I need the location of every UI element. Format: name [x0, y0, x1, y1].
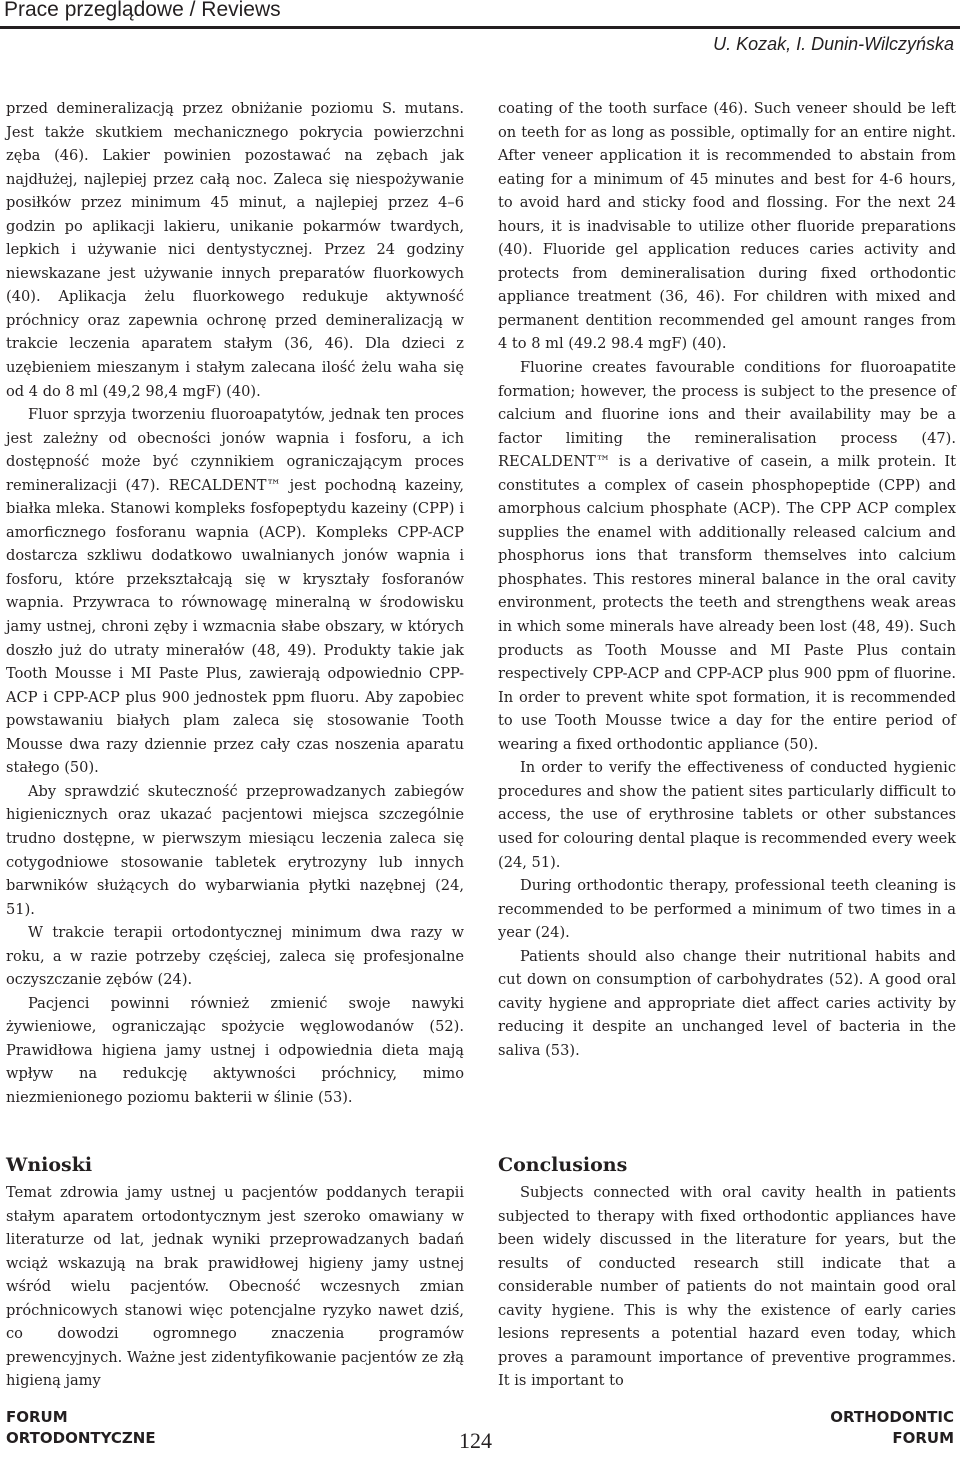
- wnioski-text: Temat zdrowia jamy ustnej u pacjentów poddanych terapii stałym aparatem ortodontycznym jest szeroko omawiany w literaturze od lat, jednak wyniki przeprowadzanych badań wciąż wskazują na brak prawidłowej higieny jamy ustnej wśród wielu pacjentów. Obecność wczesnych zmian próchnicowych stanowi więc potencjalne ryzyko nawet dziś, co dowodzi ogromnego znaczenia programów prewencyjnych. Ważne jest zidentyfikowanie pacjentów ze złą higieną jamy: [6, 1184, 464, 1390]
- right-paragraph-3: In order to verify the effectiveness of conducted hygienic procedures and show the patient sites particularly difficult to access, the use of erythrosine tablets or other substances used for colouring dental plaque is recommended every week (24, 51).: [498, 759, 956, 871]
- conclusions-text: Subjects connected with oral cavity health in patients subjected to therapy with fixed orthodontic appliances have been widely discussed in the literature for years, but the results of conducted research still indicate that a considerable number of patients do not maintain good oral cavity hygiene. This is why the existence of early caries lesions represents a potential hazard even today, which proves a paramount importance of preventive programmes. It is important to: [498, 1184, 956, 1390]
- header-rule: [0, 26, 960, 29]
- wnioski-heading: Wnioski: [6, 1154, 93, 1176]
- left-paragraph-4: W trakcie terapii ortodontycznej minimum dwa razy w roku, a w razie potrzeby częściej, zaleca się profesjonalne oczyszczanie zębów (24).: [6, 924, 464, 989]
- footer-left-line-1: FORUM: [6, 1408, 68, 1426]
- right-paragraph-2: Fluorine creates favourable conditions for fluoroapatite formation; however, the process is subject to the presence of calcium and fluorine ions and their availability may be a factor limiting the remineralisation process (47). RECALDENT™ is a derivative of casein, a milk protein. It constitutes a complex of casein phosphopeptide (CPP) and amorphous calcium phosphate (ACP). The CPP ACP complex supplies the enamel with additionally released calcium and phosphorus ions that transform themselves into calcium phosphates. This restores mineral balance in the oral cavity environment, protects the teeth and strengthens weak areas in which some minerals have already been lost (48, 49). Such products as Tooth Mousse and MI Paste Plus contain respectively CPP-ACP and CPP-ACP plus 900 ppm of fluorine. In order to prevent white spot formation, it is recommended to use Tooth Mousse twice a day for the entire period of wearing a fixed orthodontic appliance (50).: [498, 359, 956, 753]
- right-paragraph-4: During orthodontic therapy, professional teeth cleaning is recommended to be performed a minimum of two times in a year (24).: [498, 877, 956, 942]
- right-column: [498, 97, 956, 1062]
- journal-section-title: Prace przeglądowe / Reviews: [4, 0, 281, 21]
- right-paragraph-1: coating of the tooth surface (46). Such veneer should be left on teeth for as long as possible, optimally for an entire night. After veneer application it is recommended to abstain from eating for a minimum of 45 minutes and best for 4-6 hours, to avoid hard and sticky food and flossing. For the next 24 hours, it is inadvisable to utilize other fluoride preparations (40). Fluoride gel application reduces caries activity and protects from demineralisation during fixed orthodontic appliance treatment (36, 46). For children with mixed and permanent dentition recommended gel amount ranges from 4 to 8 ml (49.2 98.4 mgF) (40).: [498, 100, 956, 353]
- page-number: 124: [459, 1428, 492, 1453]
- footer-right-line-1: ORTHODONTIC: [830, 1408, 954, 1426]
- left-paragraph-3: Aby sprawdzić skuteczność przeprowadzanych zabiegów higienicznych oraz ukazać pacjentowi miejsca szczególnie trudno dostępne, w pierwszym miesiącu leczenia zaleca się cotygodniowe stosowanie tabletek erytrozyny lub innych barwników służących do wybarwiania płytki nazębnej (24, 51).: [6, 782, 464, 918]
- article-authors: U. Kozak, I. Dunin-Wilczyńska: [713, 34, 954, 54]
- footer-journal-en: [830, 1407, 954, 1449]
- left-paragraph-2: Fluor sprzyja tworzeniu fluoroapatytów, jednak ten proces jest zależny od obecności jonów wapnia i fosforu, a ich dostępność może być czynnikiem ograniczającym proces remineralizacji (47). RECALDENT™ jest pochodną kazeiny, białka mleka. Stanowi kompleks fosfopeptydu kazeiny (CPP) i amorficznego fosforanu wapnia (ACP). Kompleks CPP-ACP dostarcza szkliwu dodatkowo uwalnianych jonów wapnia i fosforu, które przekształcają się w kryształy fosforanów wapnia. Przywraca to równowagę mineralną w środowisku jamy ustnej, chroni zęby i wzmacnia słabe obszary, w których doszło już do utraty minerałów (48, 49). Produkty takie jak Tooth Mousse i MI Paste Plus, zawierają odpowiednio CPP-ACP i CPP-ACP plus 900 jednostek ppm fluoru. Aby zapobiec powstawaniu białych plam zaleca się stosowanie Tooth Mousse dwa razy dziennie przez cały czas noszenia aparatu stałego (50).: [6, 406, 464, 777]
- footer-left-line-2: ORTODONTYCZNE: [6, 1429, 156, 1447]
- left-paragraph-5: Pacjenci powinni również zmienić swoje nawyki żywieniowe, ograniczając spożycie węglowodanów (52). Prawidłowa higiena jamy ustnej i odpowiednia dieta mają wpływ na redukcję aktywności próchnicy, mimo niezmienionego poziomu bakterii w ślinie (53).: [6, 994, 464, 1106]
- left-paragraph-1: przed demineralizacją przez obniżanie poziomu S. mutans. Jest także skutkiem mechanicznego pokrycia powierzchni zęba (46). Lakier powinien pozostawać na zębach jak najdłużej, najlepiej przez całą noc. Zaleca się niespożywanie posiłków przez minimum 45 minut, a najlepiej przez 4–6 godzin po aplikacji lakieru, unikanie pokarmów twardych, lepkich i używanie nici dentystycznej. Przez 24 godziny niewskazane jest używanie innych preparatów fluorkowych (40). Aplikacja żelu fluorkowego redukuje aktywność próchnicy oraz zapewnia ochronę przed demineralizacją w trakcie leczenia aparatem stałym (36, 46). Dla dzieci z uzębieniem mieszanym i stałym zalecana ilość żelu waha się od 4 do 8 ml (49,2 98,4 mgF) (40).: [6, 100, 464, 400]
- footer-right-line-2: FORUM: [892, 1429, 954, 1447]
- footer-journal-pl: [6, 1407, 156, 1449]
- left-column: [6, 97, 464, 1110]
- conclusions-heading: Conclusions: [498, 1154, 628, 1176]
- right-paragraph-5: Patients should also change their nutritional habits and cut down on consumption of carbohydrates (52). A good oral cavity hygiene and appropriate diet affect caries activity by reducing it despite an unchanged level of bacteria in the saliva (53).: [498, 947, 956, 1059]
